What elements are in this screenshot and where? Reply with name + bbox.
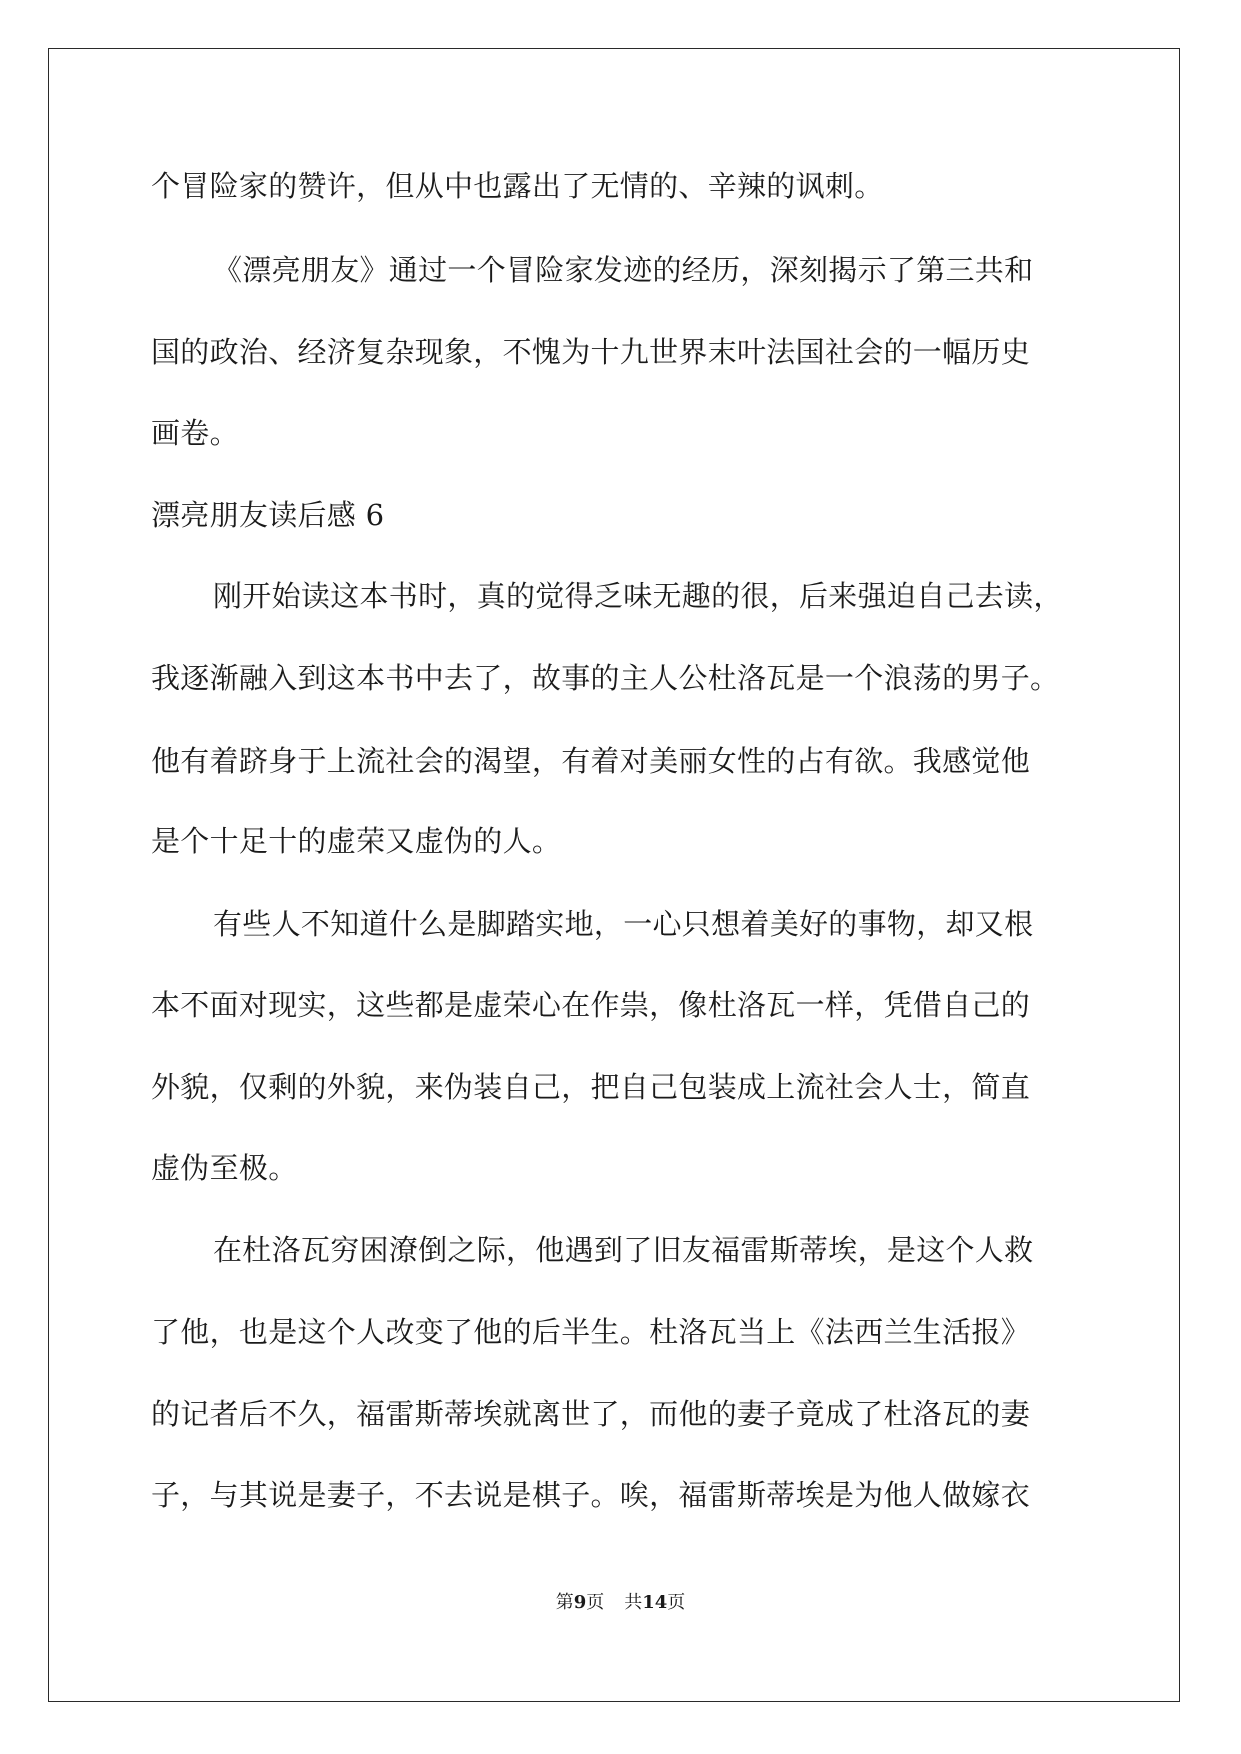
paragraph-line: 了他，也是这个人改变了他的后半生。杜洛瓦当上《法西兰生活报》 bbox=[151, 1315, 1031, 1349]
paragraph-line: 外貌，仅剩的外貌，来伪装自己，把自己包装成上流社会人士，简直 bbox=[151, 1070, 1031, 1104]
page-prefix: 第 bbox=[555, 1592, 574, 1613]
page-total-number: 14 bbox=[642, 1592, 668, 1613]
paragraph-line: 国的政治、经济复杂现象，不愧为十九世界末叶法国社会的一幅历史 bbox=[151, 335, 1031, 369]
total-suffix: 页 bbox=[667, 1592, 686, 1613]
page-suffix: 页 bbox=[586, 1592, 605, 1613]
paragraph-line: 他有着跻身于上流社会的渴望，有着对美丽女性的占有欲。我感觉他 bbox=[151, 744, 1031, 778]
paragraph-line: 我逐渐融入到这本书中去了，故事的主人公杜洛瓦是一个浪荡的男子。 bbox=[151, 661, 1060, 695]
paragraph-line: 《漂亮朋友》通过一个冒险家发迹的经历，深刻揭示了第三共和 bbox=[213, 253, 1034, 287]
paragraph-line: 画卷。 bbox=[151, 416, 239, 450]
paragraph-line: 个冒险家的赞许，但从中也露出了无情的、辛辣的讽刺。 bbox=[151, 169, 884, 203]
paragraph-line: 子，与其说是妻子，不去说是棋子。唉，福雷斯蒂埃是为他人做嫁衣 bbox=[151, 1478, 1031, 1512]
page-footer bbox=[0, 1593, 1241, 1613]
total-prefix: 共 bbox=[624, 1592, 643, 1613]
paragraph-line: 在杜洛瓦穷困潦倒之际，他遇到了旧友福雷斯蒂埃，是这个人救 bbox=[213, 1233, 1034, 1267]
page-current-number: 9 bbox=[573, 1592, 587, 1613]
paragraph-line: 是个十足十的虚荣又虚伪的人。 bbox=[151, 824, 562, 858]
paragraph-line: 的记者后不久，福雷斯蒂埃就离世了，而他的妻子竟成了杜洛瓦的妻 bbox=[151, 1397, 1031, 1431]
section-heading: 漂亮朋友读后感 6 bbox=[151, 498, 385, 532]
paragraph-line: 刚开始读这本书时，真的觉得乏味无趣的很，后来强迫自己去读， bbox=[213, 579, 1063, 613]
paragraph-line: 本不面对现实，这些都是虚荣心在作祟，像杜洛瓦一样，凭借自己的 bbox=[151, 988, 1031, 1022]
paragraph-line: 有些人不知道什么是脚踏实地，一心只想着美好的事物，却又根 bbox=[213, 907, 1034, 941]
page-border bbox=[48, 48, 1180, 1702]
paragraph-line: 虚伪至极。 bbox=[151, 1151, 298, 1185]
